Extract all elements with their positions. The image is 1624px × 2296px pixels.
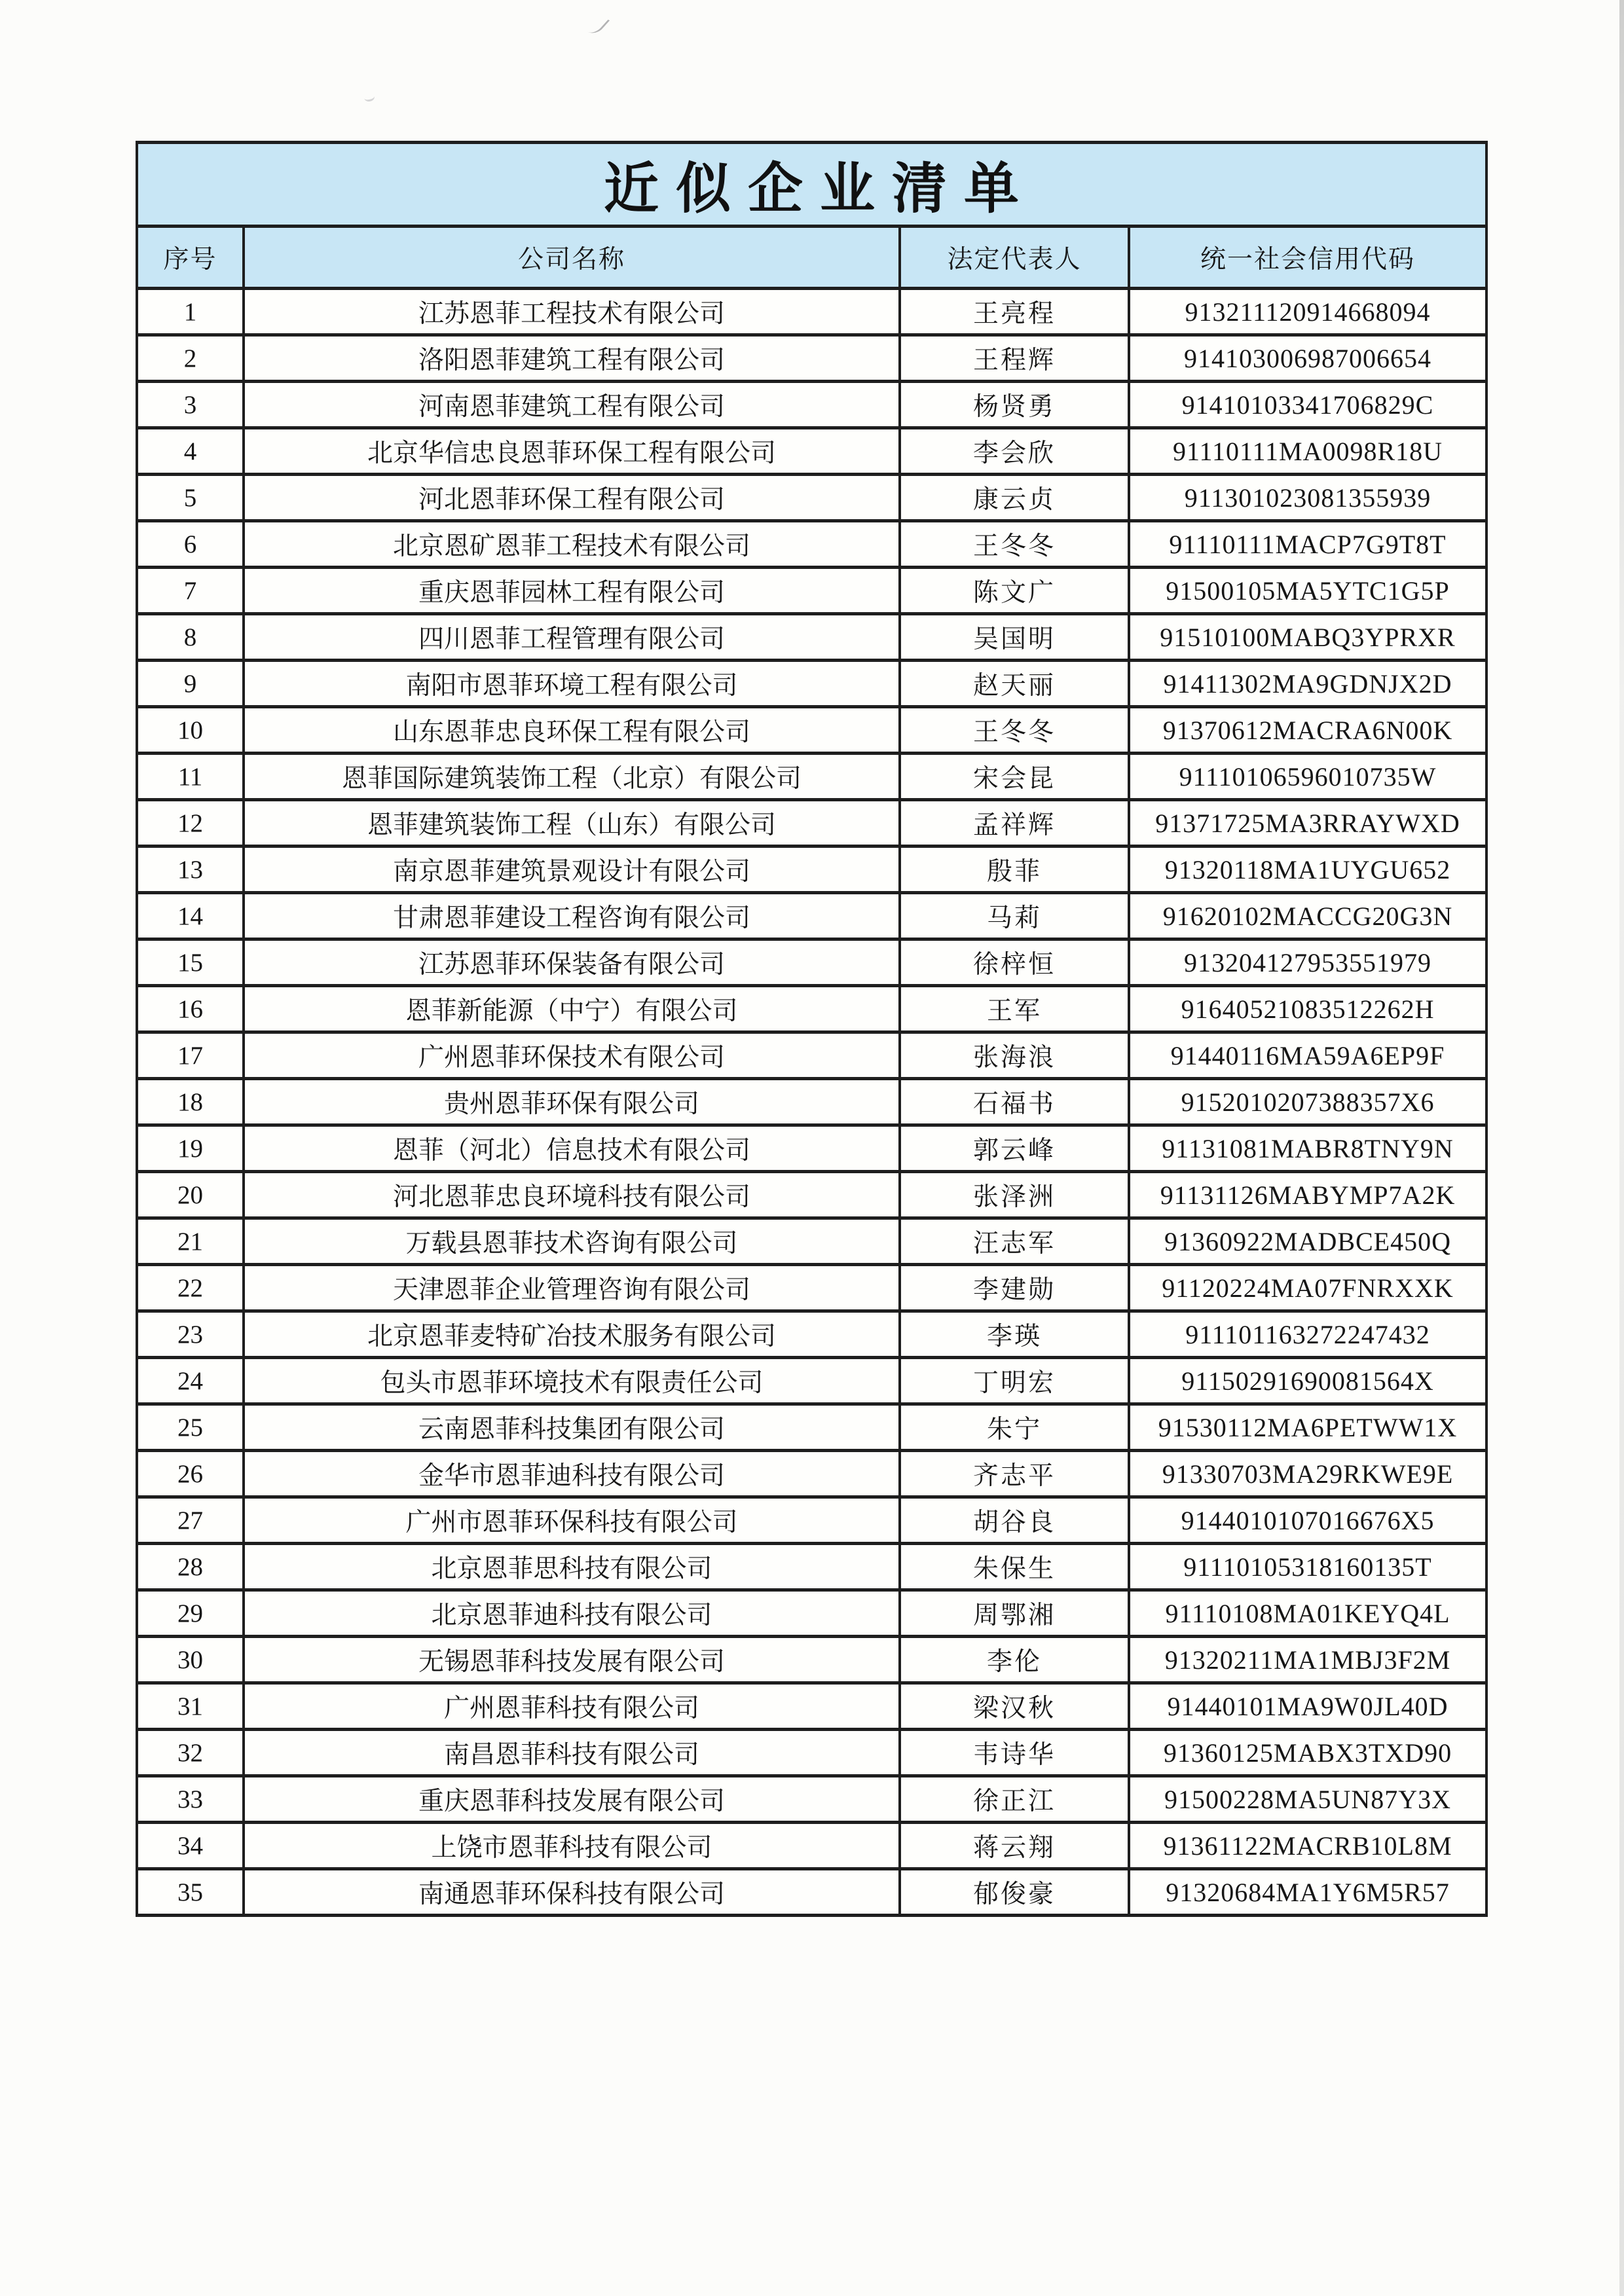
- credit-code-cell: 91530112MA6PETWW1X: [1129, 1404, 1486, 1451]
- row-serial-no: 7: [137, 568, 244, 614]
- credit-code-cell: 9152010207388357X6: [1129, 1079, 1486, 1125]
- legal-representative-cell: 李会欣: [900, 428, 1129, 475]
- company-name-cell: 河南恩菲建筑工程有限公司: [244, 382, 900, 428]
- company-name-cell: 恩菲建筑装饰工程（山东）有限公司: [244, 800, 900, 847]
- table-row: [137, 893, 1486, 939]
- legal-representative-cell: 王程辉: [900, 335, 1129, 382]
- legal-representative-cell: 王冬冬: [900, 521, 1129, 568]
- table-row: [137, 1590, 1486, 1637]
- table-row: [137, 1358, 1486, 1404]
- row-serial-no: 2: [137, 335, 244, 382]
- company-name-cell: 无锡恩菲科技发展有限公司: [244, 1637, 900, 1683]
- legal-representative-cell: 蒋云翔: [900, 1823, 1129, 1869]
- table-row: [137, 1637, 1486, 1683]
- table-row: [137, 1497, 1486, 1544]
- table-row: [137, 1544, 1486, 1590]
- credit-code-cell: 91150291690081564X: [1129, 1358, 1486, 1404]
- company-name-cell: 贵州恩菲环保有限公司: [244, 1079, 900, 1125]
- company-name-cell: 包头市恩菲环境技术有限责任公司: [244, 1358, 900, 1404]
- table-row: [137, 1869, 1486, 1916]
- credit-code-cell: 913211120914668094: [1129, 289, 1486, 335]
- legal-representative-cell: 张海浪: [900, 1032, 1129, 1079]
- row-serial-no: 35: [137, 1869, 244, 1916]
- row-serial-no: 24: [137, 1358, 244, 1404]
- table-row: [137, 1404, 1486, 1451]
- table-row: [137, 1311, 1486, 1358]
- row-serial-no: 21: [137, 1218, 244, 1265]
- credit-code-cell: 91110111MA0098R18U: [1129, 428, 1486, 475]
- credit-code-cell: 91131126MABYMP7A2K: [1129, 1172, 1486, 1218]
- company-name-cell: 四川恩菲工程管理有限公司: [244, 614, 900, 661]
- table-row: [137, 707, 1486, 754]
- table-row: [137, 1079, 1486, 1125]
- legal-representative-cell: 王冬冬: [900, 707, 1129, 754]
- company-name-cell: 山东恩菲忠良环保工程有限公司: [244, 707, 900, 754]
- row-serial-no: 9: [137, 661, 244, 707]
- legal-representative-cell: 吴国明: [900, 614, 1129, 661]
- row-serial-no: 29: [137, 1590, 244, 1637]
- company-name-cell: 北京恩菲思科技有限公司: [244, 1544, 900, 1590]
- legal-representative-cell: 李伦: [900, 1637, 1129, 1683]
- credit-code-cell: 91110108MA01KEYQ4L: [1129, 1590, 1486, 1637]
- row-serial-no: 31: [137, 1683, 244, 1730]
- legal-representative-cell: 石福书: [900, 1079, 1129, 1125]
- row-serial-no: 10: [137, 707, 244, 754]
- company-name-cell: 江苏恩菲环保装备有限公司: [244, 939, 900, 986]
- legal-representative-cell: 王亮程: [900, 289, 1129, 335]
- company-name-cell: 上饶市恩菲科技有限公司: [244, 1823, 900, 1869]
- similar-companies-table: [136, 141, 1488, 1917]
- row-serial-no: 26: [137, 1451, 244, 1497]
- credit-code-cell: 91320211MA1MBJ3F2M: [1129, 1637, 1486, 1683]
- company-name-cell: 广州市恩菲环保科技有限公司: [244, 1497, 900, 1544]
- legal-representative-cell: 宋会昆: [900, 754, 1129, 800]
- company-name-cell: 河北恩菲环保工程有限公司: [244, 475, 900, 521]
- row-serial-no: 19: [137, 1125, 244, 1172]
- table-row: [137, 1730, 1486, 1776]
- credit-code-cell: 914103006987006654: [1129, 335, 1486, 382]
- credit-code-cell: 91320684MA1Y6M5R57: [1129, 1869, 1486, 1916]
- company-name-cell: 北京恩菲麦特矿冶技术服务有限公司: [244, 1311, 900, 1358]
- table-row: [137, 1218, 1486, 1265]
- company-name-cell: 广州恩菲环保技术有限公司: [244, 1032, 900, 1079]
- table-row: [137, 1265, 1486, 1311]
- credit-code-cell: 91440101MA9W0JL40D: [1129, 1683, 1486, 1730]
- row-serial-no: 25: [137, 1404, 244, 1451]
- credit-code-cell: 91330703MA29RKWE9E: [1129, 1451, 1486, 1497]
- table-row: [137, 475, 1486, 521]
- legal-representative-cell: 胡谷良: [900, 1497, 1129, 1544]
- table-row: [137, 428, 1486, 475]
- table-row: [137, 382, 1486, 428]
- company-name-cell: 云南恩菲科技集团有限公司: [244, 1404, 900, 1451]
- credit-code-cell: 91120224MA07FNRXXK: [1129, 1265, 1486, 1311]
- legal-representative-cell: 赵天丽: [900, 661, 1129, 707]
- company-name-cell: 天津恩菲企业管理咨询有限公司: [244, 1265, 900, 1311]
- credit-code-cell: 91110106596010735W: [1129, 754, 1486, 800]
- row-serial-no: 11: [137, 754, 244, 800]
- legal-representative-cell: 郭云峰: [900, 1125, 1129, 1172]
- credit-code-cell: 911101163272247432: [1129, 1311, 1486, 1358]
- company-name-cell: 重庆恩菲科技发展有限公司: [244, 1776, 900, 1823]
- similar-companies-sheet: [136, 141, 1485, 1917]
- table-row: [137, 1776, 1486, 1823]
- legal-representative-cell: 徐梓恒: [900, 939, 1129, 986]
- scan-edge-shadow: [1619, 0, 1624, 2296]
- credit-code-cell: 91320118MA1UYGU652: [1129, 847, 1486, 893]
- legal-representative-cell: 郁俊豪: [900, 1869, 1129, 1916]
- legal-representative-cell: 李建勋: [900, 1265, 1129, 1311]
- row-serial-no: 8: [137, 614, 244, 661]
- credit-code-cell: 91410103341706829C: [1129, 382, 1486, 428]
- credit-code-cell: 91640521083512262H: [1129, 986, 1486, 1032]
- credit-code-cell: 91131081MABR8TNY9N: [1129, 1125, 1486, 1172]
- table-row: [137, 335, 1486, 382]
- row-serial-no: 28: [137, 1544, 244, 1590]
- legal-representative-cell: 梁汉秋: [900, 1683, 1129, 1730]
- row-serial-no: 23: [137, 1311, 244, 1358]
- company-name-cell: 万载县恩菲技术咨询有限公司: [244, 1218, 900, 1265]
- company-name-cell: 北京恩菲迪科技有限公司: [244, 1590, 900, 1637]
- company-name-cell: 南昌恩菲科技有限公司: [244, 1730, 900, 1776]
- table-row: [137, 986, 1486, 1032]
- row-serial-no: 1: [137, 289, 244, 335]
- legal-representative-cell: 周鄂湘: [900, 1590, 1129, 1637]
- company-name-cell: 甘肃恩菲建设工程咨询有限公司: [244, 893, 900, 939]
- legal-representative-cell: 王军: [900, 986, 1129, 1032]
- legal-representative-cell: 殷菲: [900, 847, 1129, 893]
- col-header-credit-code: 统一社会信用代码: [1129, 227, 1486, 289]
- table-row: [137, 754, 1486, 800]
- col-header-company-name: 公司名称: [244, 227, 900, 289]
- table-row: [137, 1032, 1486, 1079]
- legal-representative-cell: 陈文广: [900, 568, 1129, 614]
- table-row: [137, 661, 1486, 707]
- company-name-cell: 洛阳恩菲建筑工程有限公司: [244, 335, 900, 382]
- legal-representative-cell: 朱宁: [900, 1404, 1129, 1451]
- credit-code-cell: 91440116MA59A6EP9F: [1129, 1032, 1486, 1079]
- table-row: [137, 1172, 1486, 1218]
- table-row: [137, 1125, 1486, 1172]
- legal-representative-cell: 孟祥辉: [900, 800, 1129, 847]
- table-row: [137, 800, 1486, 847]
- col-header-legal-representative: 法定代表人: [900, 227, 1129, 289]
- row-serial-no: 4: [137, 428, 244, 475]
- row-serial-no: 12: [137, 800, 244, 847]
- legal-representative-cell: 康云贞: [900, 475, 1129, 521]
- scan-artifact: [579, 12, 610, 35]
- company-name-cell: 南京恩菲建筑景观设计有限公司: [244, 847, 900, 893]
- legal-representative-cell: 徐正江: [900, 1776, 1129, 1823]
- company-name-cell: 河北恩菲忠良环境科技有限公司: [244, 1172, 900, 1218]
- company-name-cell: 江苏恩菲工程技术有限公司: [244, 289, 900, 335]
- credit-code-cell: 91110105318160135T: [1129, 1544, 1486, 1590]
- row-serial-no: 14: [137, 893, 244, 939]
- company-name-cell: 恩菲国际建筑装饰工程（北京）有限公司: [244, 754, 900, 800]
- row-serial-no: 5: [137, 475, 244, 521]
- credit-code-cell: 91361122MACRB10L8M: [1129, 1823, 1486, 1869]
- credit-code-cell: 91360922MADBCE450Q: [1129, 1218, 1486, 1265]
- row-serial-no: 27: [137, 1497, 244, 1544]
- scan-artifact: [363, 92, 375, 102]
- row-serial-no: 20: [137, 1172, 244, 1218]
- credit-code-cell: 91360125MABX3TXD90: [1129, 1730, 1486, 1776]
- table-row: [137, 847, 1486, 893]
- row-serial-no: 3: [137, 382, 244, 428]
- legal-representative-cell: 丁明宏: [900, 1358, 1129, 1404]
- legal-representative-cell: 汪志军: [900, 1218, 1129, 1265]
- table-body: [137, 289, 1486, 1916]
- company-name-cell: 北京恩矿恩菲工程技术有限公司: [244, 521, 900, 568]
- table-row: [137, 614, 1486, 661]
- table-row: [137, 1451, 1486, 1497]
- credit-code-cell: 91110111MACP7G9T8T: [1129, 521, 1486, 568]
- row-serial-no: 34: [137, 1823, 244, 1869]
- table-row: [137, 568, 1486, 614]
- row-serial-no: 32: [137, 1730, 244, 1776]
- row-serial-no: 18: [137, 1079, 244, 1125]
- company-name-cell: 金华市恩菲迪科技有限公司: [244, 1451, 900, 1497]
- credit-code-cell: 9144010107016676X5: [1129, 1497, 1486, 1544]
- company-name-cell: 南阳市恩菲环境工程有限公司: [244, 661, 900, 707]
- row-serial-no: 22: [137, 1265, 244, 1311]
- company-name-cell: 南通恩菲环保科技有限公司: [244, 1869, 900, 1916]
- credit-code-cell: 91371725MA3RRAYWXD: [1129, 800, 1486, 847]
- credit-code-cell: 91620102MACCG20G3N: [1129, 893, 1486, 939]
- row-serial-no: 15: [137, 939, 244, 986]
- legal-representative-cell: 李瑛: [900, 1311, 1129, 1358]
- row-serial-no: 6: [137, 521, 244, 568]
- credit-code-cell: 91500228MA5UN87Y3X: [1129, 1776, 1486, 1823]
- company-name-cell: 重庆恩菲园林工程有限公司: [244, 568, 900, 614]
- credit-code-cell: 913204127953551979: [1129, 939, 1486, 986]
- credit-code-cell: 91370612MACRA6N00K: [1129, 707, 1486, 754]
- row-serial-no: 30: [137, 1637, 244, 1683]
- legal-representative-cell: 杨贤勇: [900, 382, 1129, 428]
- col-header-serial-no: 序号: [137, 227, 244, 289]
- row-serial-no: 13: [137, 847, 244, 893]
- company-name-cell: 恩菲（河北）信息技术有限公司: [244, 1125, 900, 1172]
- legal-representative-cell: 马莉: [900, 893, 1129, 939]
- legal-representative-cell: 朱保生: [900, 1544, 1129, 1590]
- row-serial-no: 16: [137, 986, 244, 1032]
- table-row: [137, 1823, 1486, 1869]
- company-name-cell: 恩菲新能源（中宁）有限公司: [244, 986, 900, 1032]
- legal-representative-cell: 张泽洲: [900, 1172, 1129, 1218]
- credit-code-cell: 91510100MABQ3YPRXR: [1129, 614, 1486, 661]
- page-title: 近似企业清单: [137, 143, 1486, 227]
- table-row: [137, 289, 1486, 335]
- row-serial-no: 33: [137, 1776, 244, 1823]
- column-header-row: [137, 227, 1486, 289]
- credit-code-cell: 91411302MA9GDNJX2D: [1129, 661, 1486, 707]
- legal-representative-cell: 齐志平: [900, 1451, 1129, 1497]
- table-row: [137, 939, 1486, 986]
- credit-code-cell: 911301023081355939: [1129, 475, 1486, 521]
- table-row: [137, 521, 1486, 568]
- credit-code-cell: 91500105MA5YTC1G5P: [1129, 568, 1486, 614]
- company-name-cell: 广州恩菲科技有限公司: [244, 1683, 900, 1730]
- table-row: [137, 1683, 1486, 1730]
- legal-representative-cell: 韦诗华: [900, 1730, 1129, 1776]
- row-serial-no: 17: [137, 1032, 244, 1079]
- company-name-cell: 北京华信忠良恩菲环保工程有限公司: [244, 428, 900, 475]
- title-row: [137, 143, 1486, 227]
